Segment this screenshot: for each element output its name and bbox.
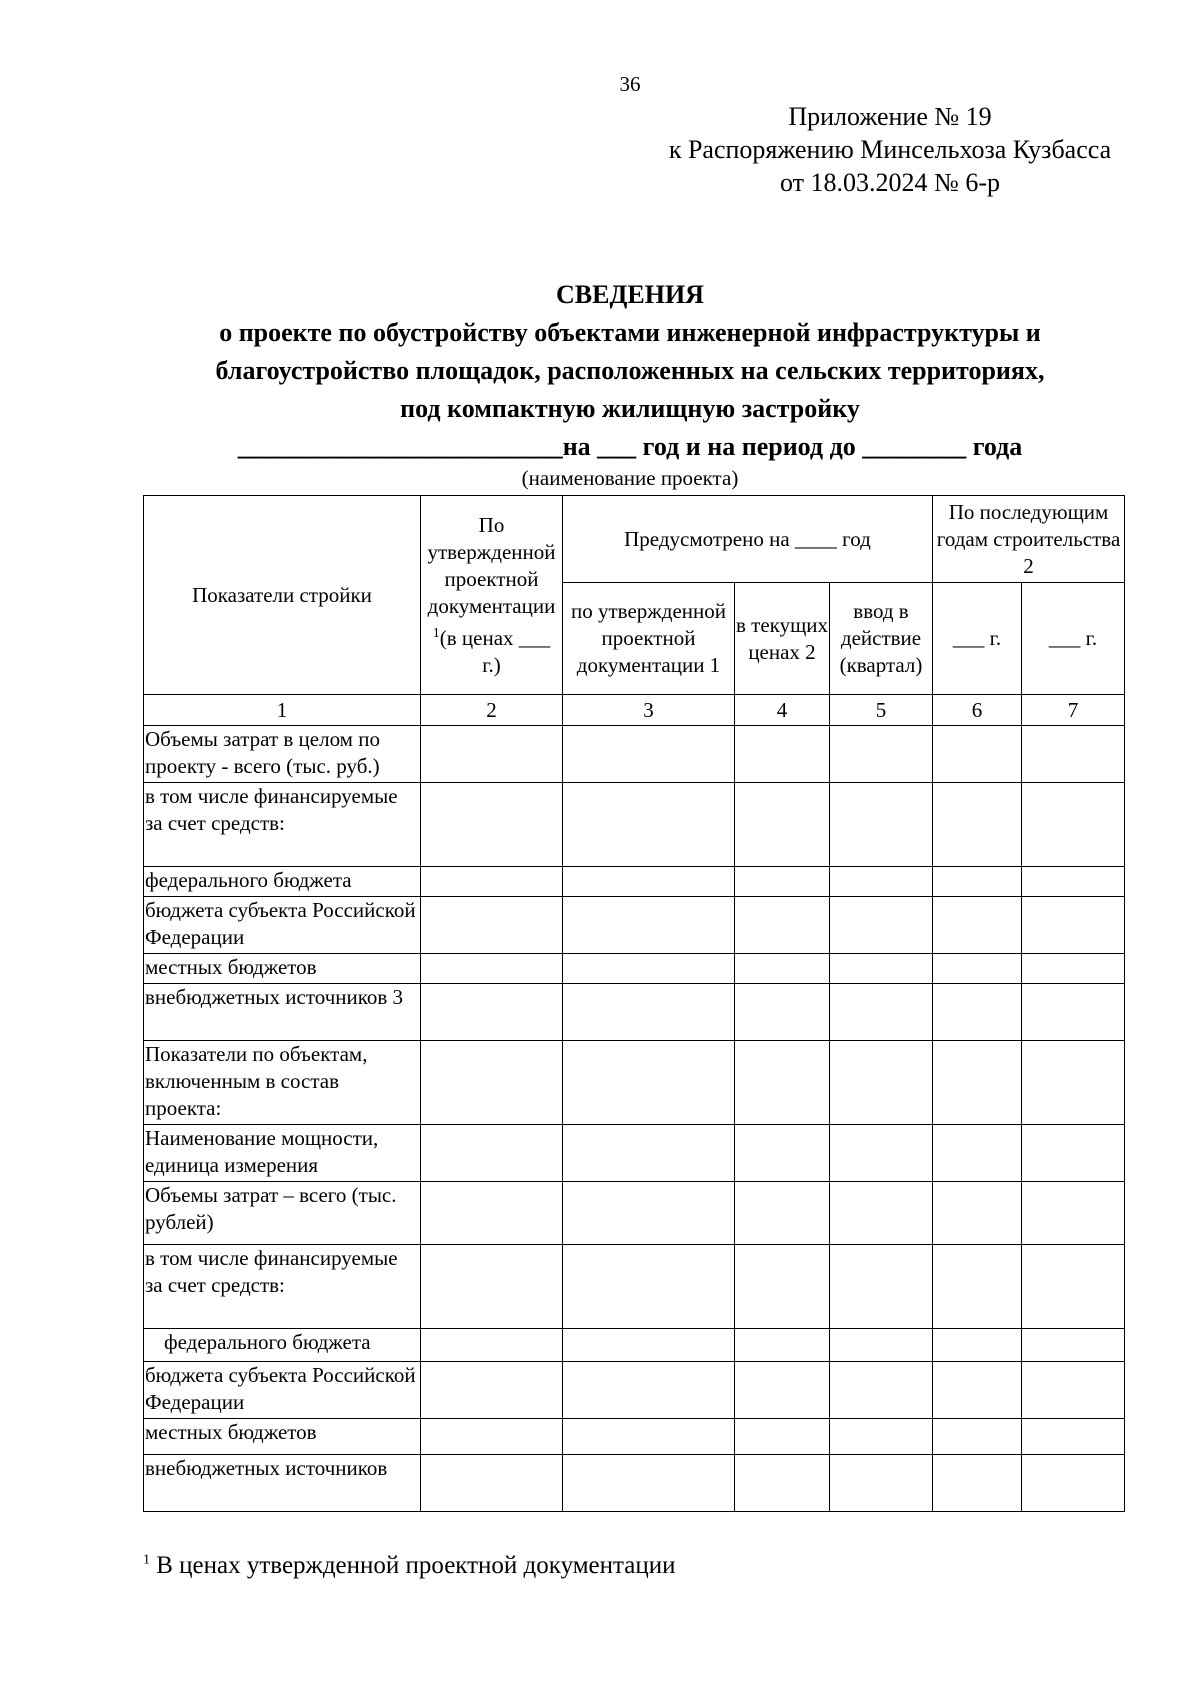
- table-row: [144, 1041, 1125, 1125]
- value-cell[interactable]: [563, 1041, 735, 1125]
- value-cell[interactable]: [735, 783, 830, 867]
- indicators-table: [143, 495, 1125, 1512]
- value-cell[interactable]: [735, 1245, 830, 1329]
- value-cell[interactable]: [933, 984, 1022, 1041]
- value-cell[interactable]: [830, 954, 933, 984]
- row-label: федерального бюджета: [144, 867, 421, 897]
- value-cell[interactable]: [830, 1182, 933, 1245]
- value-cell[interactable]: [421, 783, 563, 867]
- value-cell[interactable]: [1022, 1041, 1125, 1125]
- value-cell[interactable]: [830, 1125, 933, 1182]
- col-number: 7: [1022, 695, 1125, 726]
- value-cell[interactable]: [735, 1041, 830, 1125]
- row-label: Наименование мощности, единица измерения: [144, 1125, 421, 1182]
- value-cell[interactable]: [421, 1455, 563, 1512]
- value-cell[interactable]: [933, 1245, 1022, 1329]
- table-row: [144, 1419, 1125, 1455]
- appendix-order: к Распоряжению Минсельхоза Кузбасса: [668, 135, 1112, 164]
- value-cell[interactable]: [735, 1125, 830, 1182]
- title-period-line: _________________________на ___ год и на период до ________ года: [237, 432, 1023, 461]
- table-row: [144, 1125, 1125, 1182]
- value-cell[interactable]: [735, 1455, 830, 1512]
- table-row: [144, 1455, 1125, 1512]
- appendix-number: Приложение № 19: [788, 102, 992, 131]
- value-cell[interactable]: [735, 984, 830, 1041]
- value-cell[interactable]: [421, 1041, 563, 1125]
- value-cell[interactable]: [563, 984, 735, 1041]
- value-cell[interactable]: [933, 867, 1022, 897]
- row-label: местных бюджетов: [144, 1419, 421, 1455]
- value-cell[interactable]: [933, 1329, 1022, 1362]
- value-cell[interactable]: [1022, 1245, 1125, 1329]
- value-cell[interactable]: [933, 1362, 1022, 1419]
- value-cell[interactable]: [933, 1125, 1022, 1182]
- value-cell[interactable]: [735, 1182, 830, 1245]
- col-number: 1: [144, 695, 421, 726]
- value-cell[interactable]: [830, 1419, 933, 1455]
- value-cell[interactable]: [735, 1419, 830, 1455]
- appendix-block: [640, 100, 1140, 199]
- value-cell[interactable]: [563, 1125, 735, 1182]
- row-label: бюджета субъекта Российской Федерации: [144, 1362, 421, 1419]
- value-cell[interactable]: [421, 1125, 563, 1182]
- value-cell[interactable]: [563, 1419, 735, 1455]
- value-cell[interactable]: [1022, 726, 1125, 783]
- header-col-6: ___ г.: [933, 583, 1022, 695]
- value-cell[interactable]: [830, 1362, 933, 1419]
- value-cell[interactable]: [830, 1245, 933, 1329]
- title-heading: СВЕДЕНИЯ: [556, 280, 704, 309]
- table-row: [144, 1245, 1125, 1329]
- value-cell[interactable]: [830, 726, 933, 783]
- project-name-caption: (наименование проекта): [521, 466, 739, 490]
- row-label: Объемы затрат в целом по проекту - всего (тыс. руб.): [144, 726, 421, 783]
- row-label: Показатели по объектам, включенным в состав проекта:: [144, 1041, 421, 1125]
- value-cell[interactable]: [563, 1329, 735, 1362]
- header-later-years: По последующим годам строительства 2: [933, 496, 1125, 583]
- value-cell[interactable]: [830, 867, 933, 897]
- title-line-1: о проекте по обустройству объектами инженерной инфраструктуры и: [219, 318, 1041, 347]
- table-row: [144, 954, 1125, 984]
- table-row: [144, 783, 1125, 867]
- col-number: 4: [735, 695, 830, 726]
- value-cell[interactable]: [1022, 1419, 1125, 1455]
- table-row: [144, 984, 1125, 1041]
- value-cell[interactable]: [1022, 1455, 1125, 1512]
- value-cell[interactable]: [421, 1329, 563, 1362]
- value-cell[interactable]: [563, 867, 735, 897]
- value-cell[interactable]: [735, 1329, 830, 1362]
- value-cell[interactable]: [735, 954, 830, 984]
- value-cell[interactable]: [1022, 897, 1125, 954]
- value-cell[interactable]: [421, 954, 563, 984]
- table-row: [144, 867, 1125, 897]
- value-cell[interactable]: [421, 1362, 563, 1419]
- value-cell[interactable]: [933, 1041, 1022, 1125]
- value-cell[interactable]: [933, 1419, 1022, 1455]
- footnote-text: В ценах утвержденной проектной документации: [156, 1552, 676, 1579]
- value-cell[interactable]: [1022, 867, 1125, 897]
- value-cell[interactable]: [421, 1182, 563, 1245]
- table-row: [144, 1182, 1125, 1245]
- col-number: 3: [563, 695, 735, 726]
- value-cell[interactable]: [1022, 1329, 1125, 1362]
- value-cell[interactable]: [421, 867, 563, 897]
- row-label: федерального бюджета: [144, 1329, 421, 1362]
- value-cell[interactable]: [563, 783, 735, 867]
- value-cell[interactable]: [563, 1245, 735, 1329]
- col-number: 5: [830, 695, 933, 726]
- header-planned-year: Предусмотрено на ____ год: [563, 496, 933, 583]
- header-col-5: ввод в действие (квартал): [830, 583, 933, 695]
- value-cell[interactable]: [1022, 954, 1125, 984]
- row-label: внебюджетных источников: [144, 1455, 421, 1512]
- table-row: [144, 1329, 1125, 1362]
- footnote: [143, 1552, 676, 1580]
- col-number: 6: [933, 695, 1022, 726]
- value-cell[interactable]: [735, 867, 830, 897]
- header-indicators: Показатели стройки: [144, 496, 421, 695]
- row-label: внебюджетных источников 3: [144, 984, 421, 1041]
- row-label: бюджета субъекта Российской Федерации: [144, 897, 421, 954]
- value-cell[interactable]: [421, 1419, 563, 1455]
- header-approved-docs: По утвержденной проектной документации $^1$(в ценах ___ г.): [421, 496, 563, 695]
- row-label: в том числе финансируемые за счет средств:: [144, 1245, 421, 1329]
- row-label: местных бюджетов: [144, 954, 421, 984]
- value-cell[interactable]: [563, 1182, 735, 1245]
- appendix-date: от 18.03.2024 № 6-р: [780, 168, 1000, 197]
- value-cell[interactable]: [1022, 1125, 1125, 1182]
- value-cell[interactable]: [563, 954, 735, 984]
- value-cell[interactable]: [830, 783, 933, 867]
- col-number: 2: [421, 695, 563, 726]
- header-col-4: в текущих ценах 2: [735, 583, 830, 695]
- value-cell[interactable]: [933, 1455, 1022, 1512]
- value-cell[interactable]: [421, 984, 563, 1041]
- value-cell[interactable]: [1022, 984, 1125, 1041]
- value-cell[interactable]: [563, 897, 735, 954]
- value-cell[interactable]: [563, 1455, 735, 1512]
- value-cell[interactable]: [830, 1329, 933, 1362]
- row-label: Объемы затрат – всего (тыс. рублей): [144, 1182, 421, 1245]
- value-cell[interactable]: [421, 897, 563, 954]
- value-cell[interactable]: [830, 984, 933, 1041]
- title-line-3: под компактную жилищную застройку: [400, 394, 860, 423]
- value-cell[interactable]: [933, 954, 1022, 984]
- value-cell[interactable]: [1022, 1362, 1125, 1419]
- table-row: [144, 1362, 1125, 1419]
- value-cell[interactable]: [933, 1182, 1022, 1245]
- value-cell[interactable]: [830, 897, 933, 954]
- value-cell[interactable]: [1022, 783, 1125, 867]
- title-line-2: благоустройство площадок, расположенных на сельских территориях,: [215, 356, 1045, 385]
- value-cell[interactable]: [421, 726, 563, 783]
- value-cell[interactable]: [933, 897, 1022, 954]
- value-cell[interactable]: [563, 726, 735, 783]
- value-cell[interactable]: [830, 1041, 933, 1125]
- table-row: [144, 897, 1125, 954]
- value-cell[interactable]: [421, 1245, 563, 1329]
- header-col-7: ___ г.: [1022, 583, 1125, 695]
- header-col-3: по утвержденной проектной документации 1: [563, 583, 735, 695]
- value-cell[interactable]: [735, 897, 830, 954]
- value-cell[interactable]: [830, 1455, 933, 1512]
- table-row: [144, 726, 1125, 783]
- footnote-mark: 1: [143, 1552, 150, 1568]
- value-cell[interactable]: [933, 783, 1022, 867]
- value-cell[interactable]: [1022, 1182, 1125, 1245]
- row-label: в том числе финансируемые за счет средств:: [144, 783, 421, 867]
- value-cell[interactable]: [735, 726, 830, 783]
- page-number: 36: [619, 72, 641, 96]
- value-cell[interactable]: [933, 726, 1022, 783]
- value-cell[interactable]: [735, 1362, 830, 1419]
- value-cell[interactable]: [563, 1362, 735, 1419]
- document-title: [150, 276, 1110, 466]
